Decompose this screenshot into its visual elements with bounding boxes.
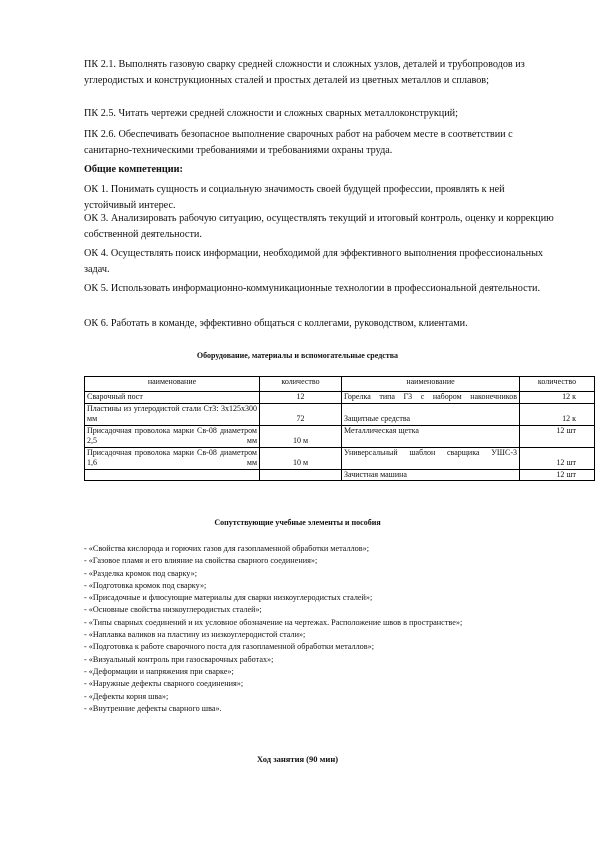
column-header: количество bbox=[520, 377, 595, 392]
table-cell: 12 шт bbox=[520, 425, 595, 447]
list-item: - «Дефекты корня шва»; bbox=[84, 691, 169, 701]
table-cell: Сварочный пост bbox=[85, 392, 260, 404]
list-item: - «Свойства кислорода и горючих газов для газопламенной обработки металлов»; bbox=[84, 544, 369, 553]
table-cell: Универсальный шаблон сварщика УШС-3 bbox=[342, 447, 520, 469]
table-cell: 10 м bbox=[260, 447, 342, 469]
table-header-row bbox=[85, 377, 595, 392]
table-row bbox=[85, 425, 595, 447]
list-item: - «Подготовка к работе сварочного поста для газопламенной обработки металлов»; bbox=[84, 642, 374, 652]
list-item: - «Основные свойства низкоуглеродистых сталей»; bbox=[84, 605, 262, 615]
table-row bbox=[85, 392, 595, 404]
list-item: - «Наплавка валиков на пластину из низкоуглеродистой стали»; bbox=[84, 630, 306, 640]
competency-pk25: ПК 2.5. Читать чертежи средней сложности и сложных сварных металлоконструкций; bbox=[84, 108, 458, 119]
table-row bbox=[85, 447, 595, 469]
competency-ok3: ОК 3. Анализировать рабочую ситуацию, осуществлять текущий и итоговый контроль, оценку и коррекцию собственной деятельности. bbox=[84, 213, 554, 240]
table-cell: 72 bbox=[260, 403, 342, 425]
table-cell: Металлическая щетка bbox=[342, 425, 520, 447]
list-item: - «Газовое пламя и его влияние на свойства сварного соединения»; bbox=[84, 556, 318, 566]
list-item: - «Визуальный контроль при газосварочных работах»; bbox=[84, 654, 274, 664]
aids-list bbox=[84, 543, 554, 715]
table-cell: 10 м bbox=[260, 425, 342, 447]
list-item: - «Разделка кромок под сварку»; bbox=[84, 568, 197, 578]
list-item: - «Присадочные и флюсующие материалы для сварки низкоуглеродистых сталей»; bbox=[84, 593, 373, 603]
list-item: - «Наружные дефекты сварного соединения»; bbox=[84, 679, 244, 689]
competency-pk21: ПК 2.1. Выполнять газовую сварку средней сложности и сложных узлов, деталей и трубопроводов из углеродистых и конструкционных сталей и простых деталей из цветных металлов и сплавов; bbox=[84, 59, 525, 86]
general-competencies-heading: Общие компетенции: bbox=[84, 164, 183, 175]
table-row bbox=[85, 403, 595, 425]
list-item: - «Типы сварных соединений и их условное обозначение на чертежах. Расположение швов в пространстве»; bbox=[84, 617, 463, 627]
table-cell bbox=[260, 469, 342, 481]
table-cell: Присадочная проволока марки Св-08 диаметром 2,5 мм bbox=[85, 425, 260, 447]
equipment-table bbox=[84, 376, 595, 481]
table-cell: Пластины из углеродистой стали Ст3: 3х125х300 мм bbox=[85, 403, 260, 425]
column-header: наименование bbox=[85, 377, 260, 392]
table-cell: 12 шт bbox=[520, 469, 595, 481]
table-cell: 12 к bbox=[520, 403, 595, 425]
table-cell: Горелка типа Г3 с набором наконечников bbox=[342, 392, 520, 404]
table-cell: Защитные средства bbox=[342, 403, 520, 425]
competency-ok4: ОК 4. Осуществлять поиск информации, необходимой для эффективного выполнения профессиональных задач. bbox=[84, 248, 544, 275]
table-cell: 12 шт bbox=[520, 447, 595, 469]
table-cell: Присадочная проволока марки Св-08 диаметром 1,6 мм bbox=[85, 447, 260, 469]
competency-pk26: ПК 2.6. Обеспечивать безопасное выполнение сварочных работ на рабочем месте в соответствии с санитарно-техническими требованиями и требованиями охраны труда. bbox=[84, 129, 513, 156]
competency-ok6: ОК 6. Работать в команде, эффективно общаться с коллегами, руководством, клиентами. bbox=[84, 318, 468, 329]
competency-ok1: ОК 1. Понимать сущность и социальную значимость своей будущей профессии, проявлять к ней устойчивый интерес. bbox=[84, 184, 505, 211]
lesson-progress-title: Ход занятия (90 мин) bbox=[256, 754, 339, 764]
table-cell: 12 к bbox=[520, 392, 595, 404]
aids-title: Сопутствующие учебные элементы и пособия bbox=[214, 518, 381, 527]
list-item: - «Подготовка кромок под сварку»; bbox=[84, 580, 207, 590]
list-item: - «Внутренние дефекты сварного шва». bbox=[84, 703, 222, 713]
table-cell bbox=[85, 469, 260, 481]
column-header: наименование bbox=[342, 377, 520, 392]
competency-ok5: ОК 5. Использовать информационно-коммуникационные технологии в профессиональной деятельности. bbox=[84, 283, 541, 294]
column-header: количество bbox=[260, 377, 342, 392]
equipment-title: Оборудование, материалы и вспомогательные средства bbox=[196, 351, 399, 360]
table-cell: Зачистная машина bbox=[342, 469, 520, 481]
table-row bbox=[85, 469, 595, 481]
list-item: - «Деформации и напряжения при сварке»; bbox=[84, 666, 234, 676]
table-cell: 12 bbox=[260, 392, 342, 404]
